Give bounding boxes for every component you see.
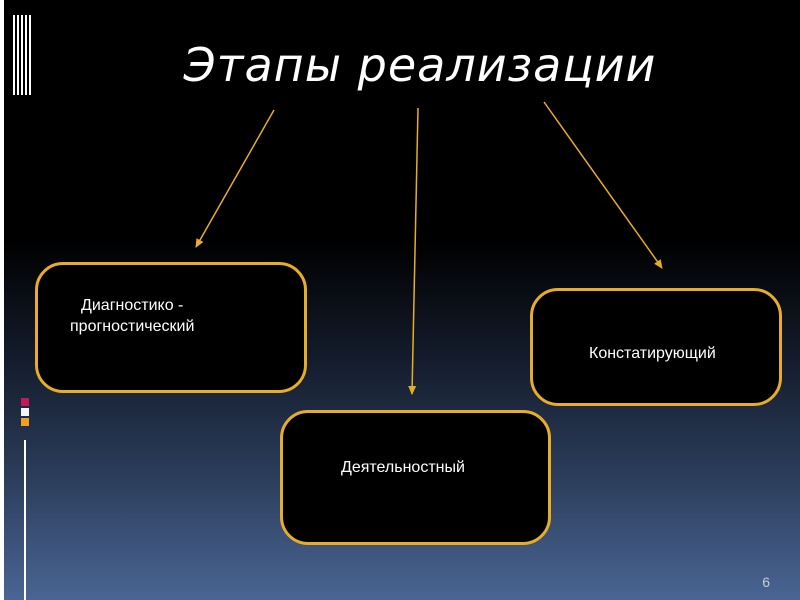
stage-box-diagnostic [35, 262, 307, 393]
arrow-to-stating [544, 102, 662, 268]
stage-label-diagnostic [70, 295, 194, 337]
page-number: 6 [762, 574, 770, 590]
slide-title: Этапы реализации [183, 38, 657, 92]
arrow-to-diagnostic [196, 110, 274, 247]
stage-label-line: прогностический [70, 318, 195, 335]
stage-label-activity: Деятельностный [341, 459, 465, 476]
stage-box-activity [280, 410, 551, 545]
stage-label-line: Диагностико - [81, 297, 184, 314]
stage-label-stating: Констатирующий [589, 345, 716, 362]
arrow-to-activity [412, 108, 418, 394]
stage-box-stating [530, 288, 782, 406]
